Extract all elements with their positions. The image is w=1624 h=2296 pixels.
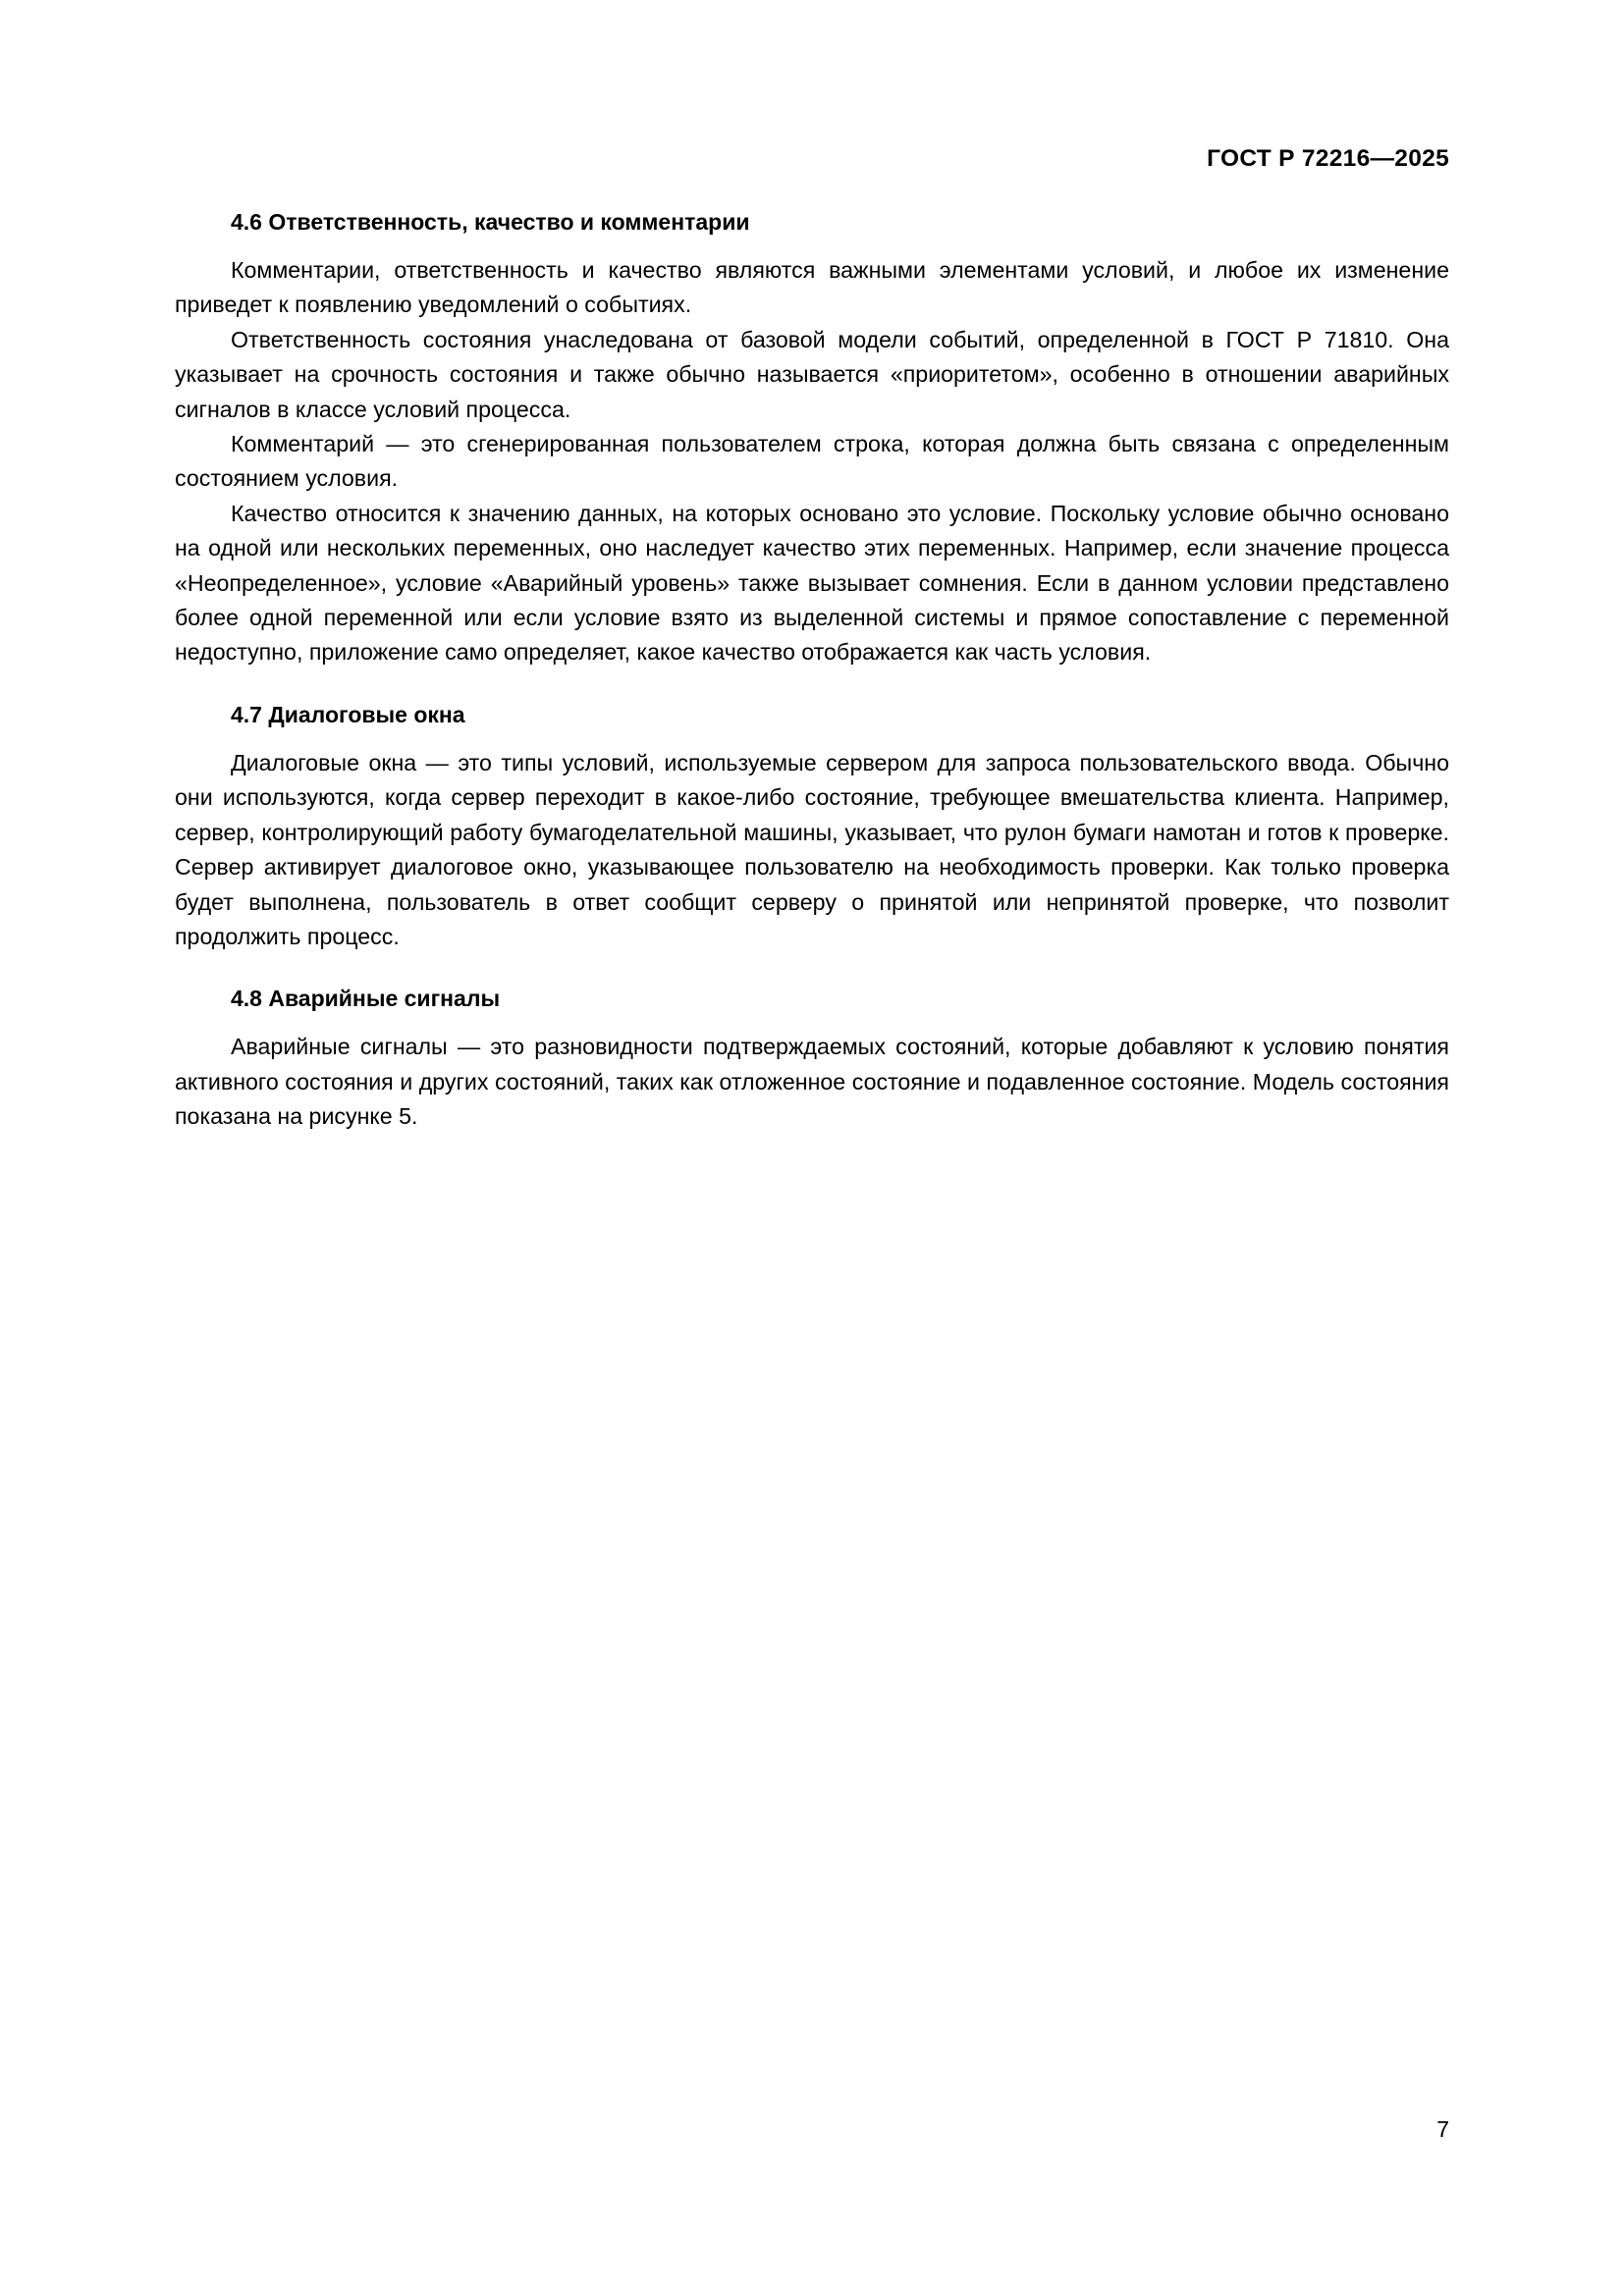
paragraph: Ответственность состояния унаследована от базовой модели событий, определенной в ГОСТ Р 71810. Она указывает на срочность состояния и также обычно называется «приоритетом», особенно в отношении аварийных сигналов в классе условий процесса. xyxy=(175,326,1449,422)
section-4-7 xyxy=(175,670,1449,954)
paragraph: Диалоговые окна — это типы условий, используемые сервером для запроса пользовательского ввода. Обычно они используются, когда сервер переходит в какое-либо состояние, требующее вмешательства клиента. Например, сервер, контролирующий работу бумагоделательной машины, указывает, что рулон бумаги намотан и готов к проверке. Сервер активирует диалоговое окно, указывающее пользователю на необходимость проверки. Как только проверка будет выполнена, пользователь в ответ сообщит серверу о принятой или непринятой проверке, что позволит продолжить процесс. xyxy=(175,749,1449,949)
section-heading-4-6: 4.6 Ответственность, качество и комментарии xyxy=(231,209,750,235)
document-body xyxy=(175,211,1449,1135)
page-header: ГОСТ Р 72216—2025 xyxy=(1207,145,1449,172)
paragraph: Комментарии, ответственность и качество являются важными элементами условий, и любое их изменение приведет к появлению уведомлений о событиях. xyxy=(175,257,1449,318)
paragraph: Комментарий — это сгенерированная пользователем строка, которая должна быть связана с определенным состоянием условия. xyxy=(175,431,1449,492)
spacer xyxy=(175,234,1449,253)
page-number: 7 xyxy=(1436,2116,1449,2142)
paragraph: Аварийные сигналы — это разновидности подтверждаемых состояний, которые добавляют к условию понятия активного состояния и других состояний, таких как отложенное состояние и подавленное состояние. Модель состояния показана на рисунке 5. xyxy=(175,1034,1449,1130)
section-heading-4-7: 4.7 Диалоговые окна xyxy=(231,701,465,727)
section-4-8 xyxy=(175,954,1449,1134)
spacer xyxy=(175,726,1449,746)
spacer xyxy=(175,670,1449,704)
spacer xyxy=(175,1010,1449,1030)
spacer xyxy=(175,954,1449,988)
section-4-6 xyxy=(175,211,1449,670)
section-heading-4-8: 4.8 Аварийные сигналы xyxy=(231,986,501,1012)
paragraph: Качество относится к значению данных, на которых основано это условие. Поскольку условие обычно основано на одной или нескольких переменных, оно наследует качество этих переменных. Например, если значение процесса «Неопределенное», условие «Аварийный уровень» также вызывает сомнения. Если в данном условии представлено более одной переменной или если условие взято из выделенной системы и прямое сопоставление с переменной недоступно, приложение само определяет, какое качество отображается как часть условия. xyxy=(175,500,1449,666)
